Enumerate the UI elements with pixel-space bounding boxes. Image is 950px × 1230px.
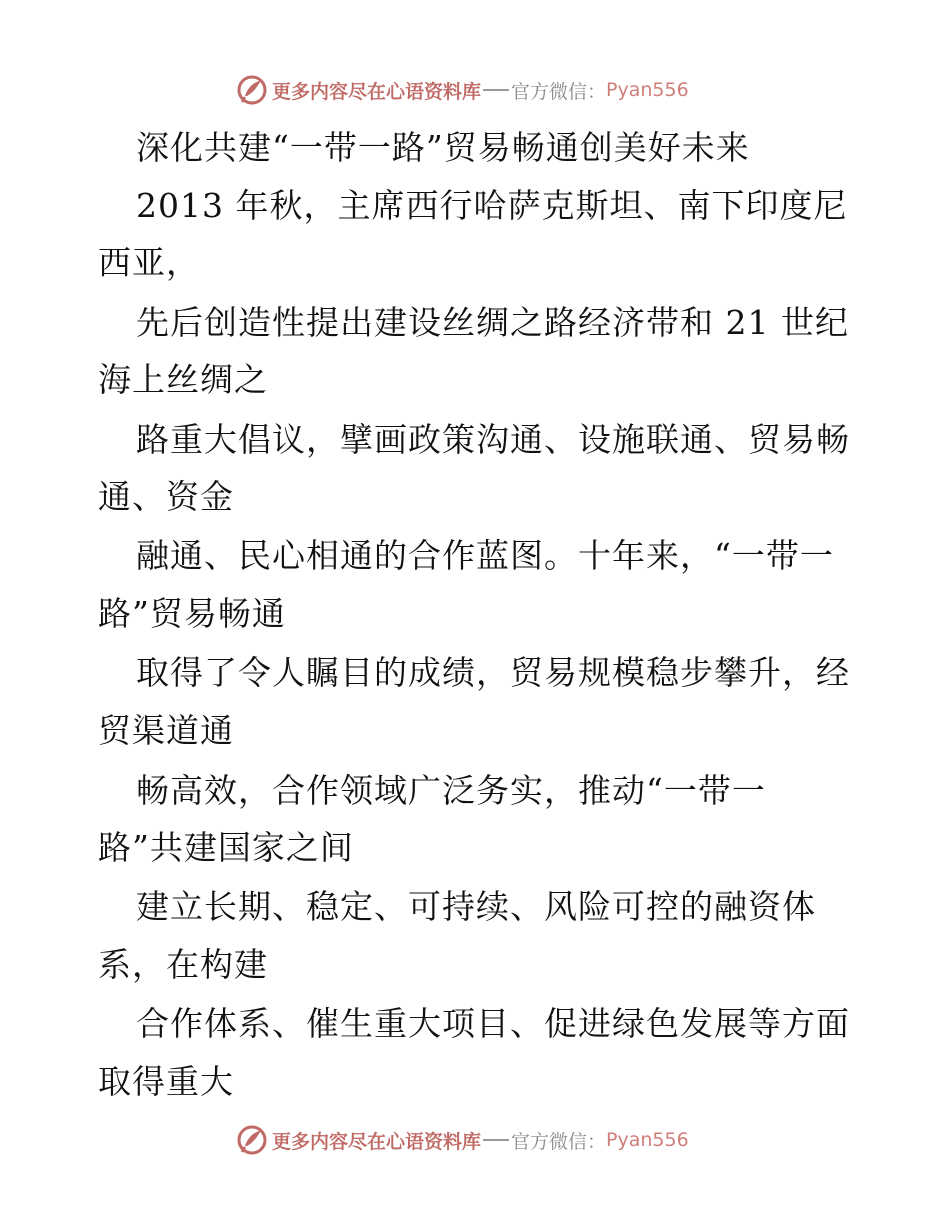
paragraph-line: 畅高效，合作领域广泛务实，推动“一带一 bbox=[136, 771, 766, 810]
brand-logo-icon bbox=[236, 1124, 268, 1156]
watermark-wechat-label: 官方微信： bbox=[511, 80, 607, 103]
paragraph-line: 西亚， bbox=[98, 243, 200, 282]
watermark-wechat-id: Pyan556 bbox=[606, 79, 689, 101]
paragraph-line: 先后创造性提出建设丝绸之路经济带和 21 世纪 bbox=[136, 303, 849, 342]
paragraph-line: 取得了令人瞩目的成绩，贸易规模稳步攀升，经 bbox=[136, 653, 850, 692]
watermark-header bbox=[236, 73, 689, 107]
paragraph-line: 海上丝绸之 bbox=[98, 360, 268, 399]
paragraph-line: 系，在构建 bbox=[98, 945, 268, 984]
paragraph-line: 建立长期、稳定、可持续、风险可控的融资体 bbox=[136, 887, 816, 926]
paragraph-line: 合作体系、催生重大项目、促进绿色发展等方面 bbox=[136, 1004, 850, 1043]
watermark-dash bbox=[483, 1139, 509, 1141]
paragraph-line: 融通、民心相通的合作蓝图。十年来，“一带一 bbox=[136, 536, 834, 575]
paragraph-line: 2013 年秋，主席西行哈萨克斯坦、南下印度尼 bbox=[136, 186, 848, 225]
brand-logo-icon bbox=[236, 74, 268, 106]
paragraph-line: 贸渠道通 bbox=[98, 711, 234, 750]
watermark-dash bbox=[483, 89, 509, 91]
watermark-wechat-label: 官方微信： bbox=[511, 1130, 607, 1153]
paragraph-line: 路”贸易畅通 bbox=[98, 594, 286, 633]
watermark-brand-text: 更多内容尽在心语资料库 bbox=[272, 1130, 482, 1153]
document-title: 深化共建“一带一路”贸易畅通创美好未来 bbox=[136, 128, 750, 167]
paragraph-line: 路重大倡议，擘画政策沟通、设施联通、贸易畅 bbox=[136, 420, 850, 459]
watermark-brand-text: 更多内容尽在心语资料库 bbox=[272, 80, 482, 103]
watermark-footer bbox=[236, 1123, 689, 1157]
paragraph-line: 取得重大 bbox=[98, 1062, 234, 1101]
paragraph-line: 通、资金 bbox=[98, 477, 234, 516]
watermark-wechat-id: Pyan556 bbox=[606, 1129, 689, 1151]
paragraph-line: 路”共建国家之间 bbox=[98, 828, 354, 867]
